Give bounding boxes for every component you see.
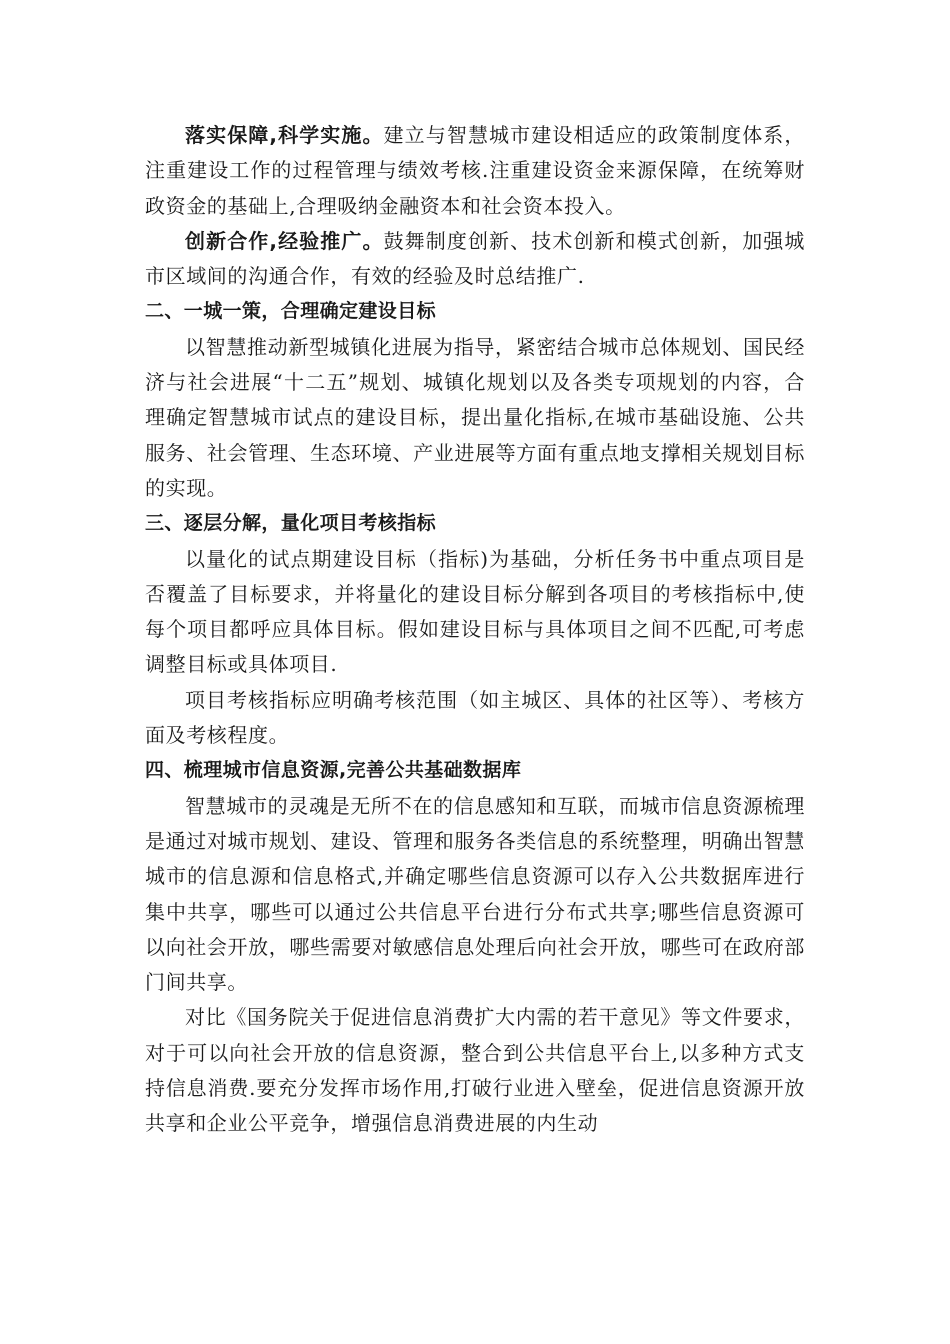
paragraph-lead: 落实保障,科学实施。: [185, 123, 384, 147]
paragraph-cooperation: [145, 224, 805, 295]
paragraph-lead: 创新合作,经验推广。: [185, 228, 384, 253]
section-paragraph: 以智慧推动新型城镇化进展为指导，紧密结合城市总体规划、国民经济与社会进展“十二五”规划、城镇化规划以及各类专项规划的内容，合理确定智慧城市试点的建设目标，提出量化指标,在城市基础设施、公共服务、社会管理、生态环境、产业进展等方面有重点地支撑相关规划目标的实现。: [145, 334, 805, 500]
paragraph-implementation: [145, 118, 805, 224]
section-paragraph: 项目考核指标应明确考核范围（如主城区、具体的社区等）、考核方面及考核程度。: [145, 687, 805, 748]
section-paragraph: 对比《国务院关于促进信息消费扩大内需的若干意见》等文件要求，对于可以向社会开放的信息资源，整合到公共信息平台上,以多种方式支持信息消费.要充分发挥市场作用,打破行业进入壁垒，促进信息资源开放共享和企业公平竞争，增强信息消费进展的内生动: [145, 1005, 805, 1136]
section-paragraph: 智慧城市的灵魂是无所不在的信息感知和互联，而城市信息资源梳理是通过对城市规划、建设、管理和服务各类信息的系统整理，明确出智慧城市的信息源和信息格式,并确定哪些信息资源可以存入公共数据库进行集中共享，哪些可以通过公共信息平台进行分布式共享;哪些信息资源可以向社会开放，哪些需要对敏感信息处理后向社会开放，哪些可在政府部门间共享。: [145, 793, 805, 995]
document-page: [145, 118, 805, 1142]
section-heading: 四、梳理城市信息资源,完善公共基础数据库: [145, 759, 522, 782]
section-heading: 二、一城一策，合理确定建设目标: [145, 300, 437, 323]
section-paragraph: 以量化的试点期建设目标（指标)为基础，分析任务书中重点项目是否覆盖了目标要求，并将量化的建设目标分解到各项目的考核指标中,使每个项目都呼应具体目标。假如建设目标与具体项目之间不匹配,可考虑调整目标或具体项目.: [145, 546, 805, 677]
section-heading: 三、逐层分解，量化项目考核指标: [145, 512, 437, 535]
paragraph-text: 鼓舞制度创新、技术创新和模式创新，加强城市区域间的沟通合作，有效的经验及时总结推广.: [145, 228, 805, 289]
paragraph-text: 建立与智慧城市建设相适应的政策制度体系，注重建设工作的过程管理与绩效考核.注重建设资金来源保障，在统筹财政资金的基础上,合理吸纳金融资本和社会资本投入。: [145, 123, 805, 218]
